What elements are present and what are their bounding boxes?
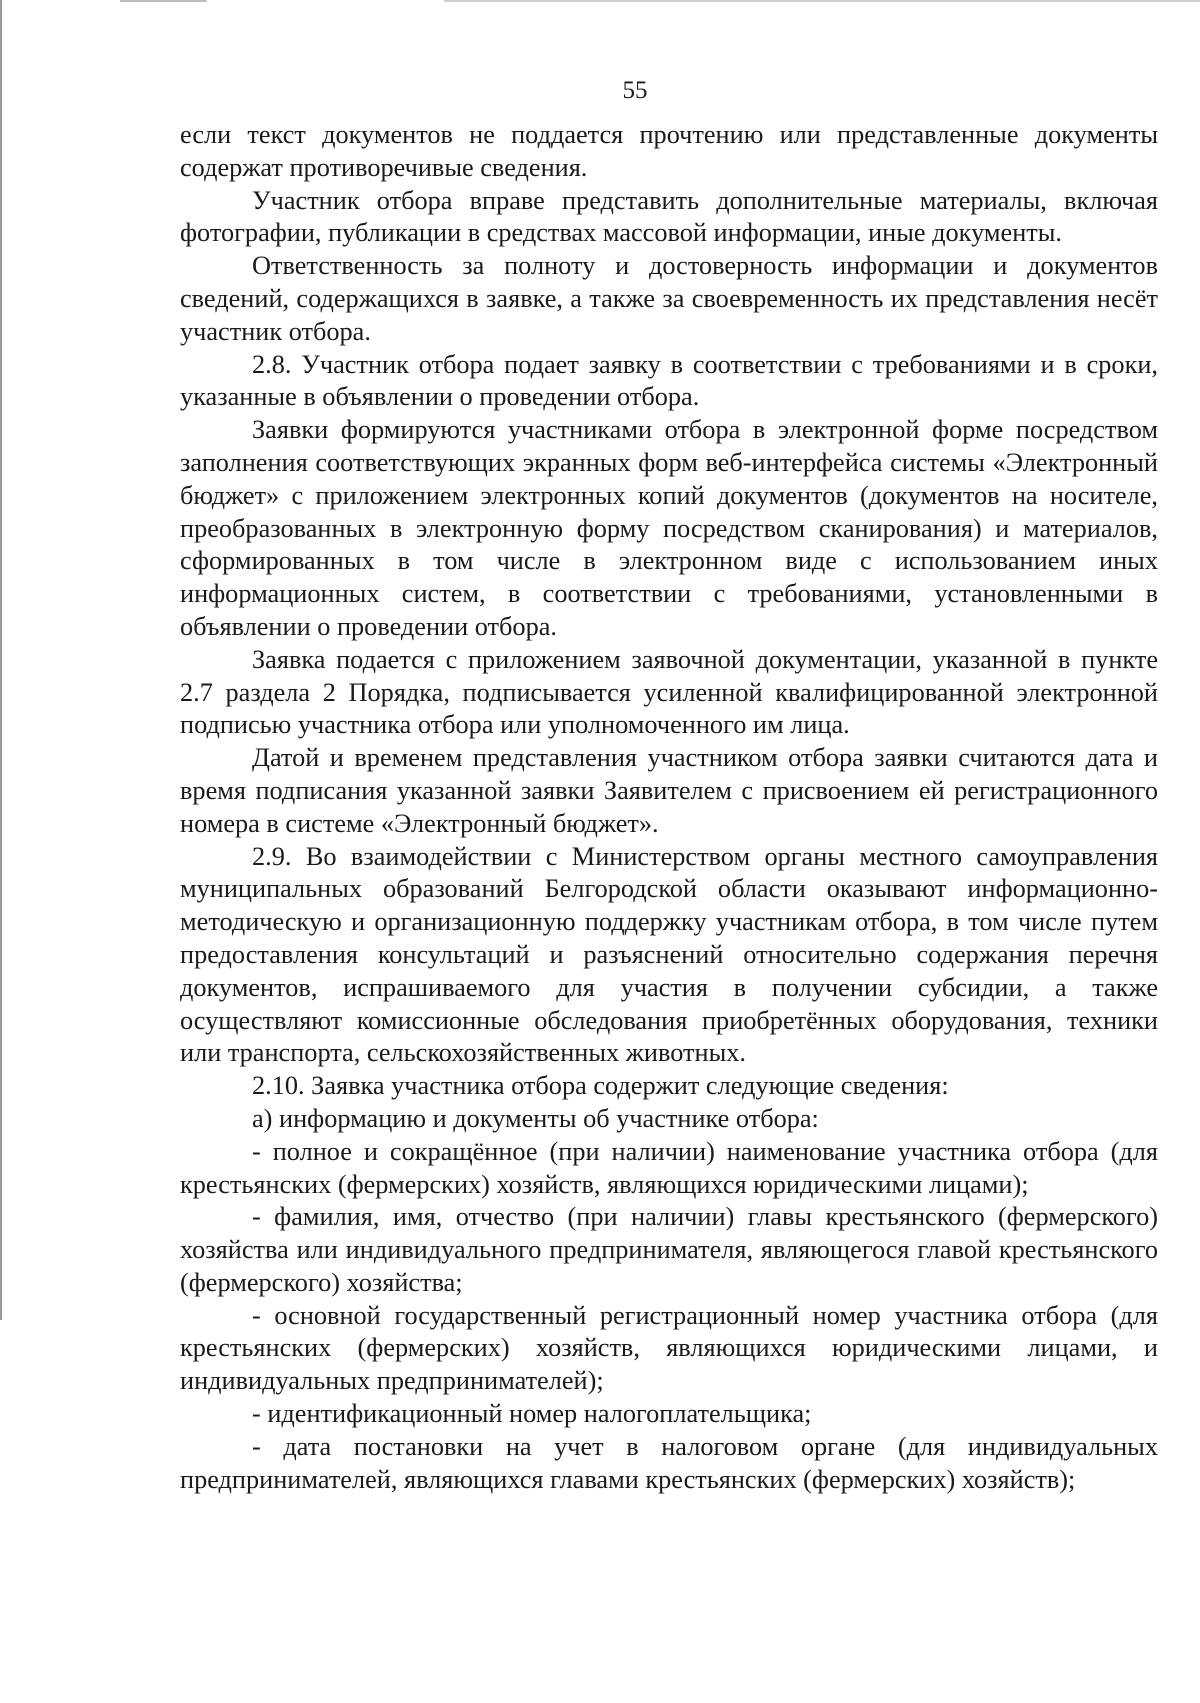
paragraph: 2.9. Во взаимодействии с Министерством органы местного самоуправления муниципальных образований Белгородской области оказывают информационно-методическую и организационную поддержку участникам отбора, в том числе путем предоставления консультаций и разъяснений относительно содержания перечня документов, испрашиваемого для участия в получении субсидии, а также осуществляют комиссионные обследования приобретённых оборудования, техники или транспорта, сельскохозяйственных животных. [180, 841, 1158, 1068]
paragraph: Датой и временем представления участником отбора заявки считаются дата и время подписания указанной заявки Заявителем с присвоением ей регистрационного номера в системе «Электронный бюджет». [180, 743, 1158, 838]
paragraph: Участник отбора вправе представить дополнительные материалы, включая фотографии, публикации в средствах массовой информации, иные документы. [180, 185, 1158, 248]
scan-edge-left [0, 0, 2, 1320]
list-item: - идентификационный номер налогоплательщика; [252, 1399, 812, 1429]
scan-edge-top [120, 0, 1200, 2]
paragraph: 2.8. Участник отбора подает заявку в соответствии с требованиями и в сроки, указанные в объявлении о проведении отбора. [180, 349, 1158, 412]
paragraph: 2.10. Заявка участника отбора содержит следующие сведения: [252, 1071, 949, 1101]
paragraph: Заявка подается с приложением заявочной документации, указанной в пункте 2.7 раздела 2 Порядка, подписывается усиленной квалифицированной электронной подписью участника отбора или уполномоченного им лица. [180, 644, 1158, 740]
document-body [180, 119, 1158, 1496]
list-item: - дата постановки на учет в налоговом органе (для индивидуальных предпринимателей, являющихся главами крестьянских (фермерских) хозяйств); [180, 1431, 1158, 1494]
paragraph: Ответственность за полноту и достоверность информации и документов сведений, содержащихся в заявке, а также за своевременность их представления несёт участник отбора. [180, 251, 1158, 346]
list-item: - основной государственный регистрационный номер участника отбора (для крестьянских (фермерских) хозяйств, являющихся юридическими лицами, и индивидуальных предпринимателей); [180, 1300, 1158, 1396]
paragraph: а) информацию и документы об участнике отбора: [252, 1103, 819, 1133]
paragraph: если текст документов не поддается прочтению или представленные документы содержат противоречивые сведения. [180, 120, 1158, 182]
list-item: - полное и сокращённое (при наличии) наименование участника отбора (для крестьянских (фермерских) хозяйств, являющихся юридическими лицами); [180, 1136, 1158, 1199]
paragraph: Заявки формируются участниками отбора в электронной форме посредством заполнения соответствующих экранных форм веб-интерфейса системы «Электронный бюджет» с приложением электронных копий документов (документов на носителе, преобразованных в электронную форму посредством сканирования) и материалов, сформированных в том числе в электронном виде с использованием иных информационных систем, в соответствии с требованиями, установленными в объявлении о проведении отбора. [180, 415, 1158, 641]
page-number: 55 [622, 77, 648, 104]
list-item: - фамилия, имя, отчество (при наличии) главы крестьянского (фермерского) хозяйства или индивидуального предпринимателя, являющегося главой крестьянского (фермерского) хозяйства; [180, 1202, 1158, 1297]
